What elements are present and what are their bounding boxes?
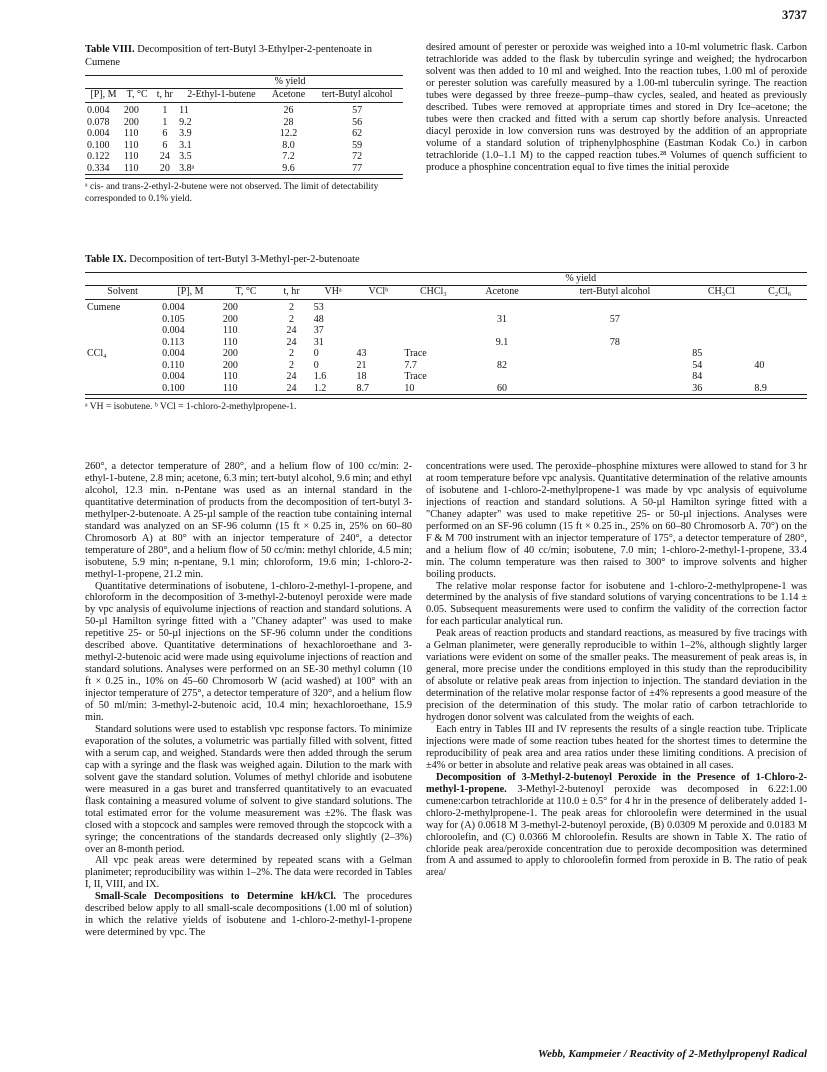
table-ix-cell: 7.7 — [404, 359, 417, 371]
table-ix-cell: 8.7 — [356, 382, 369, 394]
table-ix-cell — [402, 314, 464, 326]
right-paragraph-2: The relative molar response factor for isobutene and 1-chloro-2-methylpropene-1 was determined by the analysis of five standard solutions of varying concentrations to be 1.14 ± 0.05. Subsequent measurements were used to confirm the validity of the correction factor for each particular analytical run. — [426, 580, 807, 628]
table-ix-cell — [540, 325, 691, 337]
table-ix-cell: 2 — [289, 359, 295, 371]
table-ix-body — [85, 300, 807, 395]
table-ix-cell: 200 — [222, 348, 238, 359]
table-ix-cell: Trace — [404, 371, 427, 382]
table-ix-cell: 2 — [289, 313, 295, 325]
table-ix-cell: Cumene — [87, 302, 121, 313]
right-section-heading: Decomposition of 3-Methyl-2-butenoyl Peroxide in the Presence of 1-Chloro-2-methyl-1-propene. — [426, 771, 807, 795]
table-ix-cell — [690, 325, 752, 337]
table-ix-cell: 200 — [222, 313, 238, 325]
table-viii-header-row — [85, 88, 403, 103]
table-ix-cell — [354, 337, 402, 349]
table-viii-cell: 3.9 — [179, 128, 192, 139]
table-ix-cell — [354, 325, 402, 337]
table-ix-row — [85, 371, 807, 383]
table-ix-header-cell: [P], M — [177, 285, 204, 297]
table-viii-cell: 77 — [352, 162, 363, 174]
table-ix-row — [85, 337, 807, 349]
left-column — [85, 461, 412, 939]
table-ix-header-cell: Acetone — [485, 285, 519, 297]
table-viii-cell: 3.5 — [179, 151, 192, 162]
table-ix-cell — [690, 314, 752, 326]
table-ix-header-cell: C₂Cl₆ — [768, 285, 792, 297]
table-ix-cell: 9.1 — [495, 336, 509, 348]
table-viii-title: Decomposition of tert-Butyl 3-Ethylper-2-pentenoate in Cumene — [85, 44, 373, 68]
table-ix-cell — [85, 360, 160, 372]
table-ix-cell — [540, 383, 691, 395]
table-viii-cell: 1 — [162, 105, 168, 116]
table-ix-cell: 82 — [496, 359, 507, 371]
table-viii-cell: 9.2 — [179, 116, 192, 128]
table-viii-cell: 200 — [123, 105, 139, 116]
page-number: 3737 — [782, 8, 807, 22]
table-ix-cell: 24 — [286, 325, 297, 336]
table-viii-cell: 11 — [179, 105, 189, 116]
table-ix-cell — [85, 383, 160, 395]
table-ix-cell: 36 — [692, 382, 703, 394]
table-viii-row — [85, 128, 403, 140]
table-ix-cell: 0.004 — [162, 325, 185, 336]
left-section-heading: Small-Scale Decompositions to Determine kH/kCl. — [95, 891, 336, 903]
table-ix-cell — [540, 360, 691, 372]
table-viii-cell: 1 — [162, 116, 168, 128]
table-ix-cell — [402, 300, 464, 314]
table-ix-cell: 8.9 — [754, 382, 767, 394]
table-ix-cell — [85, 325, 160, 337]
table-viii-cell: 200 — [123, 116, 139, 128]
table-viii-cell: 110 — [123, 162, 139, 174]
table-ix-row — [85, 325, 807, 337]
table-viii-header-cell: Acetone — [271, 88, 306, 100]
table-ix-cell: 24 — [286, 336, 297, 348]
table-ix-cell: 54 — [692, 359, 703, 371]
table-ix-cell: 0.004 — [162, 371, 185, 382]
table-ix-cell: 40 — [754, 359, 765, 371]
table-ix-cell: 200 — [222, 302, 238, 313]
table-viii-cell: 0.078 — [87, 116, 110, 128]
table-ix-cell — [85, 337, 160, 349]
table-viii-label: Table VIII. — [85, 44, 135, 55]
table-ix-cell: 2 — [289, 348, 295, 359]
table-viii-cell: 8.0 — [282, 139, 295, 151]
table-ix-cell: 0.004 — [162, 348, 185, 359]
table-ix-cell: 110 — [222, 371, 238, 382]
table-ix-cell: 1.2 — [313, 382, 327, 394]
table-ix-cell: 200 — [222, 359, 238, 371]
table-ix-header-cell: T, °C — [235, 285, 257, 297]
table-ix-cell: 57 — [609, 313, 620, 325]
table-ix-header-cell: t, hr — [283, 285, 300, 297]
left-paragraph-4: All vpc peak areas were determined by repeated scans with a Gelman planimeter; reproducibility was within 1–2%. The data were recorded in Tables I, II, VIII, and IX. — [85, 855, 412, 891]
table-viii-cell: 0.100 — [87, 139, 110, 151]
table-ix-cell: 21 — [356, 359, 367, 371]
table-viii-row — [85, 140, 403, 152]
table-ix-cell: 0.105 — [162, 313, 185, 325]
table-ix-cell — [464, 371, 539, 383]
table-ix-row — [85, 383, 807, 395]
table-ix-cell — [540, 348, 691, 360]
table-ix-header-cell: CH₃Cl — [707, 285, 735, 297]
table-ix-grid — [85, 272, 807, 395]
table-ix-cell: 0.113 — [162, 336, 185, 348]
left-paragraph-5: Small-Scale Decompositions to Determine kH/kCl. The procedures described below apply to all small-scale decompositions (1.00 ml of solution) in which the relative yields of isobutene and 1-chloro-2-methyl-1-propene were determined by vpc. The — [85, 891, 413, 939]
table-viii-cell: 72 — [352, 151, 363, 162]
table-viii-cell: 110 — [123, 128, 139, 139]
table-ix-row — [85, 348, 807, 360]
page-footer: Webb, Kampmeier / Reactivity of 2-Methylpropenyl Radical — [538, 1048, 807, 1060]
table-ix-cell — [540, 300, 691, 314]
table-viii-cell: 56 — [352, 116, 363, 128]
table-ix-cell — [690, 300, 752, 314]
table-ix-cell — [464, 300, 539, 314]
table-viii-cell: 0.334 — [87, 162, 110, 174]
table-ix-cell: 84 — [692, 371, 703, 382]
right-column — [426, 461, 807, 879]
table-viii-header-cell: [P], M — [90, 88, 117, 100]
table-ix-cell — [752, 300, 807, 314]
table-ix-cell — [752, 348, 807, 360]
table-viii-cell: 110 — [123, 151, 139, 162]
table-ix-label: Table IX. — [85, 254, 127, 265]
table-ix-cell: 85 — [692, 348, 703, 359]
table-viii-cell: 57 — [352, 105, 363, 116]
table-viii-row — [85, 163, 403, 175]
table-viii-footnote: ᵃ cis- and trans-2-ethyl-2-butene were not observed. The limit of detectability corresponded to 0.1% yield. — [85, 178, 403, 205]
left-paragraph-3: Standard solutions were used to establish vpc response factors. To minimize evaporation of the solutes, a volumetric was partially filled with solvent, fitted with a serum cap, and weighed. Standards were then added through the serum cap with a syringe and the flask was weighed again. Dilution to the mark with solvent gave the standard solution. Volumes of methyl chloride and isobutene were measured in a gas buret and transferred quantitatively to an evacuated flask containing a measured volume of solvent to give standard solutions. The total estimated error for the volume measurement was ±2%. The flask was closed with a stopcock and samples were removed through the stopcock with a syringe; the concentrations of the standards decreased only slightly (2–3%) over an 8-month period. — [85, 723, 412, 855]
table-ix-cell — [752, 314, 807, 326]
table-viii-cell: 20 — [159, 162, 170, 174]
table-ix-cell — [540, 371, 691, 383]
table-ix-cell: 24 — [286, 371, 297, 382]
table-viii-cell: 12.2 — [279, 128, 298, 139]
table-ix-cell — [402, 337, 464, 349]
table-viii-cell: 110 — [123, 139, 139, 151]
left-paragraph-1: 260°, a detector temperature of 280°, and a helium flow of 100 cc/min: 2-ethyl-1-butene, 2.8 min; acetone, 6.3 min; tert-butyl alcohol, 9.6 min; and ethyl alcohol, 12.3 min. n-Pentane was used as an internal standard in the quantitative determination of products from the decomposition of tert-butyl 3-methylper-2-butenoate. A 25-µl sample of the reaction tube containing internal standard was analyzed on an SF-96 column (15 ft × 0.25 in, 25% on 60–80 Chromosorb A) at 80° with an injector temperature of 240°, a detector temperature of 280°, and a helium flow of 50 cc/min: methyl chloride, 4.5 min; isobutene, 5.9 min; n-pentane, 9.1 min; chloroform, 19.6 min; 1-chloro-2-methyl-1-propene, 21.2 min. — [85, 461, 412, 580]
right-paragraph-3: Peak areas of reaction products and standard reactions, as measured by five tracings with a Gelman planimeter, were generally reproducible to within 1–2%, although slightly larger variations were evident on some of the smaller peaks. The measurement of peak areas is, in general, more precise under the conditions employed in this study than the reproducibility of absolute or relative peak areas from injection to injection. The standard deviation in the determination of the relative molar response factor of ±4% represents a good measure of the precision of the determination of this study. The molar ratio of carbon tetrachloride to hydrogen donor solvent was calculated from the weights of each. — [426, 628, 807, 724]
table-viii-cell: 0.004 — [87, 105, 110, 116]
table-viii-header-cell: 2-Ethyl-1-butene — [187, 88, 256, 100]
right-paragraph-5: Decomposition of 3-Methyl-2-butenoyl Peroxide in the Presence of 1-Chloro-2-methyl-1-propene. 3-Methyl-2-butenoyl peroxide was decomposed in 6.22:1.00 cumene:carbon tetrachloride at 110.0 ± 0.5° for 4 hr in the presence of deliberately added 1-chloro-2-methylpropene-1. The peak areas for chloroolefin were determined in the usual way for (A) 0.0618 M 3-methyl-2-butenoyl peroxide, (B) 0.0309 M peroxide and 0.0183 M chloroolefin, and (C) 0.0366 M chloroolefin. Results are shown in Table X. The ratio of chloride peak area/peroxide concentration due to peroxide decomposition was determined from A and assumed to apply to chloroolefin formed from peroxide in B. The ratio of peak area/ — [426, 771, 807, 879]
table-viii-cell: 24 — [159, 151, 170, 162]
table-ix-cell: 31 — [313, 336, 324, 348]
table-ix-cell: 10 — [404, 382, 415, 394]
table-ix-cell: 37 — [313, 325, 324, 336]
table-ix-cell — [402, 325, 464, 337]
table-ix-cell — [752, 325, 807, 337]
table-ix-cell: 1.6 — [313, 371, 327, 382]
right-paragraph-4: Each entry in Tables III and IV represents the results of a single reaction tube. Triplicate injections were made of some reaction tubes heated for the shortest times to determine the reproducibility of peak area and area ratios under these limiting conditions. A precision of ±4% or better in absolute and relative peak areas was obtained in all cases. — [426, 723, 807, 771]
table-ix-cell — [690, 337, 752, 349]
table-ix-header-cell: VHᵃ — [324, 285, 342, 297]
table-ix-row — [85, 360, 807, 372]
table-ix-cell: 0 — [313, 348, 319, 359]
table-viii-grid — [85, 75, 403, 175]
table-ix-header-row — [85, 285, 807, 300]
table-ix-title: Decomposition of tert-Butyl 3-Methyl-per-2-butenoate — [129, 254, 360, 265]
table-ix-cell — [354, 300, 402, 314]
table-ix-cell — [85, 314, 160, 326]
table-ix-cell: 43 — [356, 348, 367, 359]
table-ix-cell: 48 — [313, 313, 324, 325]
table-viii-cell: 0.122 — [87, 151, 110, 162]
right-paragraph-1: concentrations were used. The peroxide–phosphine mixtures were allowed to stand for 3 hr at room temperature before vpc analysis. Quantitative determination of the relative amounts of isobutene and 1-chloro-2-methylpropene-1 was made by vpc analysis of equivolume injections of reaction and standard solutions. A 50-µl Hamilton syringe fitted with a "Chaney adapter" was used to make repetitive 25- or 50-µl injections. Analyses were performed on an SF-96 column (15 ft × 0.25 in., 25% on 60–80 Chromosorb A. 70°) on the F & M 700 instrument with an injector temperature of 175°, a detector temperature of 280°, and a helium flow of 40 cc/min; isobutene, 7.0 min; 1-chloro-2-methyl-1-propene, 33.4 min. The column temperature was then raised to 300° to improve solvents and higher boiling products. — [426, 461, 807, 580]
table-viii — [85, 43, 405, 205]
table-viii-row — [85, 151, 403, 163]
table-ix-cell: 0.110 — [162, 359, 185, 371]
table-ix-cell: 110 — [222, 382, 238, 394]
table-viii-cell: 28 — [283, 116, 294, 128]
table-viii-cell: 0.004 — [87, 128, 110, 139]
table-ix-cell: 78 — [609, 336, 620, 348]
table-ix-cell: 24 — [286, 382, 297, 394]
table-viii-header-cell: T, °C — [126, 88, 148, 100]
table-viii-cell: 6 — [162, 128, 168, 139]
table-viii-row — [85, 117, 403, 129]
table-ix-cell: Trace — [404, 348, 427, 359]
table-ix-cell — [752, 337, 807, 349]
table-ix-cell: CCl₄ — [87, 348, 107, 359]
table-ix-cell: 18 — [356, 371, 367, 382]
table-ix-header-cell: Solvent — [107, 285, 138, 297]
table-viii-cell: 59 — [352, 139, 363, 151]
table-viii-row — [85, 103, 403, 117]
table-ix-header-cell: tert-Butyl alcohol — [579, 285, 651, 297]
table-viii-header-cell: tert-Butyl alcohol — [321, 88, 393, 100]
table-ix-cell: 0.100 — [162, 382, 185, 394]
table-viii-cell: 3.8ᵃ — [179, 162, 195, 174]
table-viii-cell: 7.2 — [282, 151, 295, 162]
table-ix-cell — [464, 325, 539, 337]
table-ix-caption — [85, 253, 807, 266]
table-ix-cell: 60 — [496, 382, 507, 394]
left-paragraph-2: Quantitative determinations of isobutene, 1-chloro-2-methyl-1-propene, and chloroform in the decomposition of 3-methyl-2-butenoyl peroxide were made by vpc analysis of equivolume injections of reaction and standard solutions. A 50-µl Hamilton syringe fitted with a "Chaney adapter" was used to make repetitive 25- or 50-µl injections on the SF-96 column under the conditions described above. Quantitative determinations of hexachloroethane and 3-methyl-2-butenoic acid were made using equivolume injections of reaction and standard solutions. Analyses were performed on an SE-30 methyl column (10 ft × 0.25 in., 10% on 45–60 Chromosorb W (acid washed) at 100° with an injector temperature of 275°, a detector temperature of 320°, and a helium flow of 50 ml/min: 3-methyl-2-butenoic acid, 10.4 min; hexachloroethane, 15.9 min. — [85, 580, 412, 724]
table-ix-cell — [464, 348, 539, 360]
table-ix-cell: 53 — [313, 302, 324, 313]
table-ix-row — [85, 300, 807, 314]
table-viii-cell: 26 — [283, 105, 294, 116]
table-ix-cell: 110 — [222, 325, 238, 336]
table-ix-yield-header: % yield — [565, 273, 597, 284]
table-viii-cell: 9.6 — [282, 162, 295, 174]
table-ix-footnote: ᵃ VH = isobutene. ᵇ VCl = 1-chloro-2-methylpropene-1. — [85, 398, 807, 413]
table-viii-caption — [85, 43, 405, 69]
table-ix-header-cell: VClᵇ — [368, 285, 389, 297]
table-ix-cell: 110 — [222, 336, 238, 348]
table-ix-cell: 31 — [496, 313, 507, 325]
table-ix-cell — [354, 314, 402, 326]
table-ix — [85, 253, 807, 413]
table-ix-header-cell: CHCl₃ — [419, 285, 447, 297]
table-viii-cell: 6 — [162, 139, 168, 151]
table-viii-body — [85, 103, 403, 175]
table-viii-yield-header: % yield — [274, 76, 306, 87]
table-ix-cell: 2 — [289, 302, 295, 313]
table-ix-cell — [752, 371, 807, 383]
table-viii-header-cell: t, hr — [156, 88, 173, 100]
table-ix-cell — [85, 371, 160, 383]
top-right-paragraph: desired amount of perester or peroxide was weighed into a 10-ml volumetric flask. Carbon tetrachloride was added to the flask by tuberculin syringe and weighed; the hydrocarbon solvent was then added to 10 ml and weighed. Into the reaction tubes, 1.00 ml of peroxide or perester solution was carefully measured by a 1.00-ml tuberculin syringe. The reaction tubes were degassed by three freeze–pump–thaw cycles, sealed, and heated as previously described. Tubes were removed at appropriate times and stored in Dry Ice–acetone; the tubes were then cracked and fitted with a serum cap shortly before analysis. Unreacted diacyl peroxide in low conversion runs was destroyed by the addition of an appropriate volume of a standard solution of triphenylphosphine (Eastman Kodak Co.) in carbon tetrachloride (1.0–1.1 M) to the capped reaction tubes.²⁸ Volumes of quench sufficient to produce a phosphine concentration equal to five times the initial peroxide — [426, 42, 807, 173]
table-viii-cell: 3.1 — [179, 139, 192, 151]
table-viii-cell: 62 — [352, 128, 363, 139]
table-ix-cell: 0 — [313, 359, 319, 371]
table-ix-row — [85, 314, 807, 326]
table-ix-cell: 0.004 — [162, 302, 185, 313]
